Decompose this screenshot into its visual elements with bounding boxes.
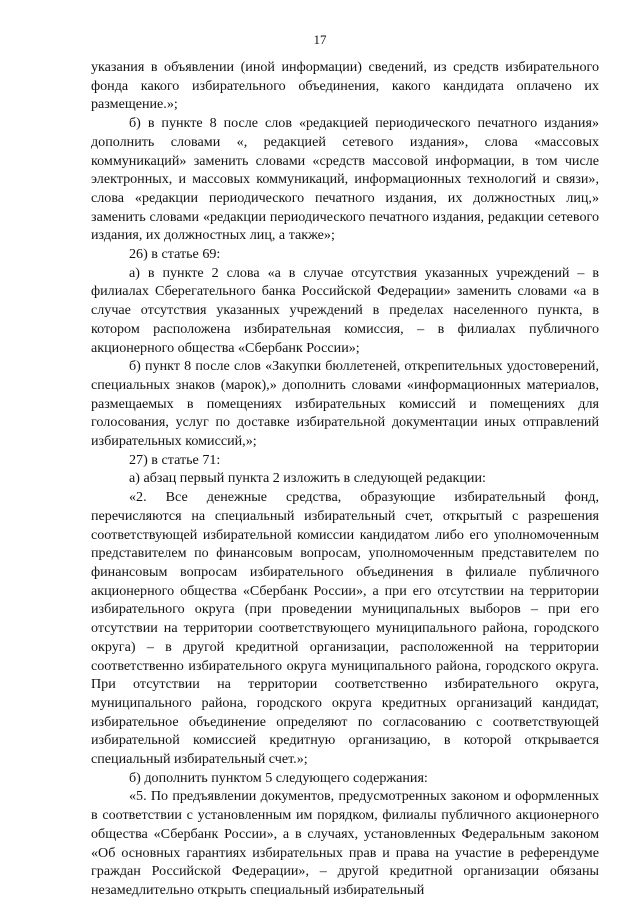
paragraph-3: 26) в статье 69: bbox=[129, 246, 221, 263]
paragraph-4: а) в пункте 2 слова «а в случае отсутствия указанных учреждений – в филиалах Сберегательного банка Российской Федерации» заменить словами «а в случае отсутствия указанных учреждений в пределах населенного пункта, в котором расположена избирательная комиссия, – в филиалах публичного акционерного общества «Сбербанк России»; bbox=[91, 264, 599, 356]
paragraph-7: а) абзац первый пункта 2 изложить в следующей редакции: bbox=[129, 470, 486, 487]
page-number: 17 bbox=[313, 32, 327, 47]
paragraph-9: б) дополнить пунктом 5 следующего содержания: bbox=[129, 769, 428, 786]
paragraph-5: б) пункт 8 после слов «Закупки бюллетеней, открепительных удостоверений, специальных знаков (марок),» дополнить словами «информационных материалов, размещаемых в помещениях избирательных комиссий и помещениях для голосования, услуг по доставке избирательной документации иных отправлений избирательных комиссий,»; bbox=[91, 358, 599, 450]
paragraph-10: «5. По предъявлении документов, предусмотренных законом и оформленных в соответствии с установленным им порядком, филиалы публичного акционерного общества «Сбербанк России», а в случаях, установленных Федеральным законом «Об основных гарантиях избирательных прав и права на участие в референдуме граждан Российской Федерации», – другой кредитной организации обязаны незамедлительно открыть специальный избирательный bbox=[91, 788, 599, 898]
paragraph-6: 27) в статье 71: bbox=[129, 451, 221, 468]
document-body bbox=[91, 58, 599, 900]
paragraph-2: б) в пункте 8 после слов «редакцией периодического печатного издания» дополнить словами «, редакцией сетевого издания», слова «массовых коммуникаций» заменить словами «средств массовой информации, в том числе электронных, и массовых коммуникаций, информационных технологий и связи», слова «редакции периодического печатного издания, их должностных лиц,» заменить словами «редакции периодического печатного издания, редакции сетевого издания, их должностных лиц, а также»; bbox=[91, 115, 599, 244]
paragraph-1: указания в объявлении (иной информации) сведений, из средств избирательного фонда какого избирательного объединения, какого кандидата оплачено их размещение.»; bbox=[91, 59, 599, 113]
paragraph-8: «2. Все денежные средства, образующие избирательный фонд, перечисляются на специальный избирательный счет, открытый с разрешения соответствующей избирательной комиссии кандидатом либо его уполномоченным представителем по финансовым вопросам, уполномоченным представителем по финансовым вопросам избирательного объединения в филиале публичного акционерного общества «Сбербанк России», а при его отсутствии на территории избирательного округа (при проведении муниципальных выборов – при его отсутствии на территории соответствующего муниципального района, городского округа) – в другой кредитной организации, расположенной на территории соответственно избирательного округа муниципального района, городского округа. При отсутствии на территории соответственно избирательного округа, муниципального района, городского округа кредитных организаций кандидат, избирательное объединение определяют по согласованию с соответствующей избирательной комиссией кредитную организацию, в которой открывается специальный избирательный счет.»; bbox=[91, 489, 599, 768]
